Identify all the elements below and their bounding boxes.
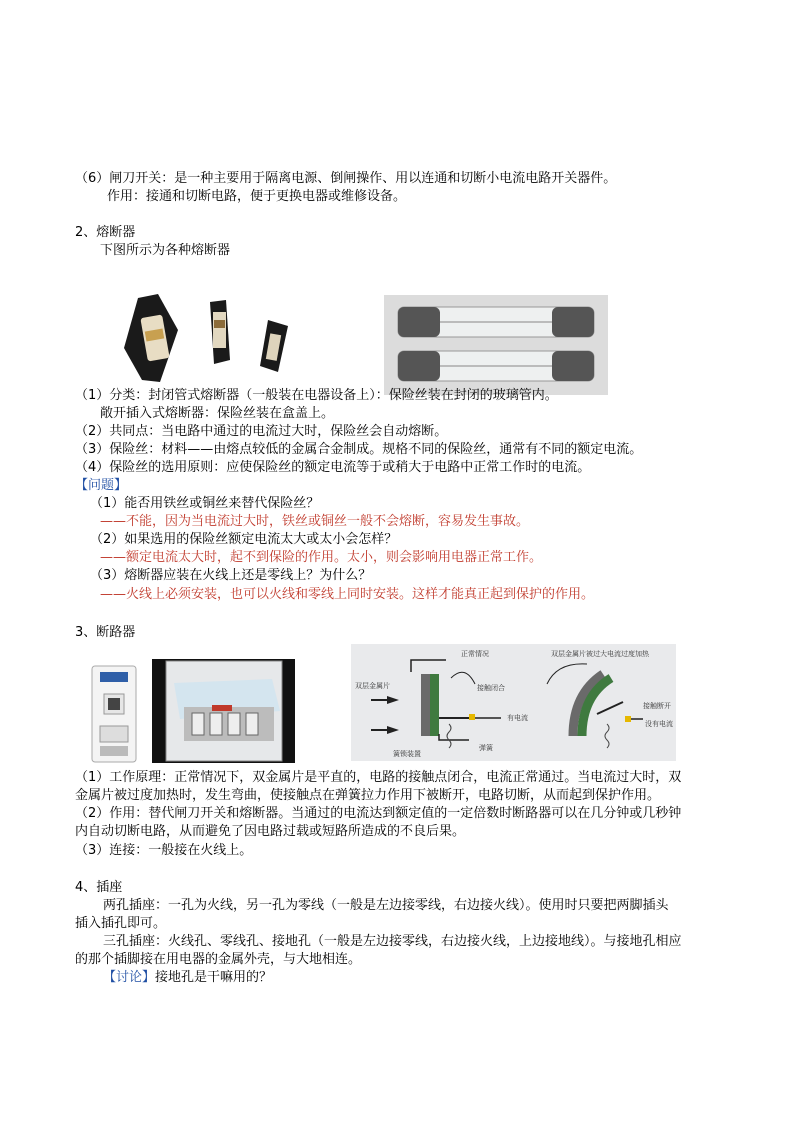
fuse-selection-rule: （4）保险丝的选用原则：应使保险丝的额定电流等于或稍大于电路中正常工作时的电流。: [75, 460, 591, 475]
answer-1: ——不能，因为当电流过大时，铁丝或铜丝一般不会熔断，容易发生事故。: [100, 514, 530, 529]
fuse-wire-material: （3）保险丝：材料——由熔点较低的金属合金制成。规格不同的保险丝，通常有不同的额定电流。: [75, 442, 643, 457]
diagram-label-spring: 弹簧: [479, 744, 493, 752]
answer-2: ——额定电流太大时，起不到保险的作用。太小，则会影响用电器正常工作。: [100, 550, 543, 565]
breaker-mechanism-diagram: [351, 644, 676, 761]
diagram-label-no-current: 没有电流: [645, 720, 673, 728]
diagram-label-overheated: 双层金属片被过大电流过度加热: [551, 650, 649, 658]
breaker-function-line2: 内自动切断电路，从而避免了因电路过载或短路所造成的不良后果。: [75, 824, 466, 839]
knife-switch-definition: （6）闸刀开关：是一种主要用于隔离电源、倒闸操作、用以连通和切断小电流电路开关器件。: [75, 171, 617, 186]
question-2: （2）如果选用的保险丝额定电流太大或太小会怎样？: [90, 532, 398, 547]
breaker-heading: 3、断路器: [75, 625, 136, 640]
answer-3: ——火线上必须安装，也可以火线和零线上同时安装。这样才能真正起到保护的作用。: [100, 587, 595, 602]
breaker-function-line1: （2）作用：替代闸刀开关和熔断器。当通过的电流达到额定值的一定倍数时断路器可以在几分钟或几秒钟: [75, 806, 682, 821]
diagram-label-latch: 簧锁装置: [393, 750, 421, 758]
diagram-label-bimetal: 双层金属片: [355, 682, 390, 690]
fuse-open-type: 敞开插入式熔断器：保险丝装在盒盖上。: [100, 406, 335, 421]
discussion: [103, 969, 272, 987]
circuit-breaker-photo: [88, 664, 140, 764]
breaker-principle-line1: （1）工作原理：正常情况下，双金属片是平直的，电路的接触点闭合，电流正常通过。当电流过大时，双: [75, 770, 682, 785]
fuse-classification: （1）分类：封闭管式熔断器（一般装在电器设备上）：保险丝装在封闭的玻璃管内。: [75, 388, 558, 403]
question-1: （1）能否用铁丝或铜丝来替代保险丝？: [90, 496, 320, 511]
discussion-tag: 【讨论】: [103, 970, 156, 985]
three-hole-socket-line2: 的那个插脚接在用电器的金属外壳，与大地相连。: [75, 952, 362, 967]
fuse-common-point: （2）共同点：当电路中通过的电流过大时，保险丝会自动熔断。: [75, 424, 448, 439]
fuse-heading: 2、熔断器: [75, 225, 136, 240]
breaker-connection: （3）连接：一般接在火线上。: [75, 843, 253, 858]
plug-in-fuses-photo: [118, 290, 303, 388]
diagram-label-current-on: 有电流: [507, 714, 528, 722]
breaker-principle-line2: 金属片被过度加热时，发生弯曲，使接触点在弹簧拉力作用下被断开，电路切断，从而起到保护作用。: [75, 788, 661, 803]
glass-tube-fuses-photo: [384, 295, 608, 395]
distribution-box-photo: [152, 659, 295, 763]
diagram-label-normal: 正常情况: [461, 650, 489, 658]
fuse-intro: 下图所示为各种熔断器: [100, 243, 231, 258]
diagram-label-contact-open: 接触断开: [643, 702, 671, 710]
discussion-question: 接地孔是干嘛用的？: [155, 970, 273, 985]
question-3: （3）熔断器应装在火线上还是零线上？为什么？: [90, 568, 372, 583]
knife-switch-function: 作用：接通和切断电路，便于更换电器或维修设备。: [107, 189, 407, 204]
diagram-label-contact-closed: 接触闭合: [477, 684, 505, 692]
two-hole-socket-line1: 两孔插座：一孔为火线，另一孔为零线（一般是左边接零线，右边接火线）。使用时只要把两脚插头: [103, 898, 669, 913]
two-hole-socket-line2: 插入插孔即可。: [75, 916, 167, 931]
three-hole-socket-line1: 三孔插座：火线孔、零线孔、接地孔（一般是左边接零线，右边接火线，上边接地线）。与接地孔相应: [103, 934, 682, 949]
question-tag: 【问题】: [75, 478, 128, 493]
socket-heading: 4、插座: [75, 880, 123, 895]
